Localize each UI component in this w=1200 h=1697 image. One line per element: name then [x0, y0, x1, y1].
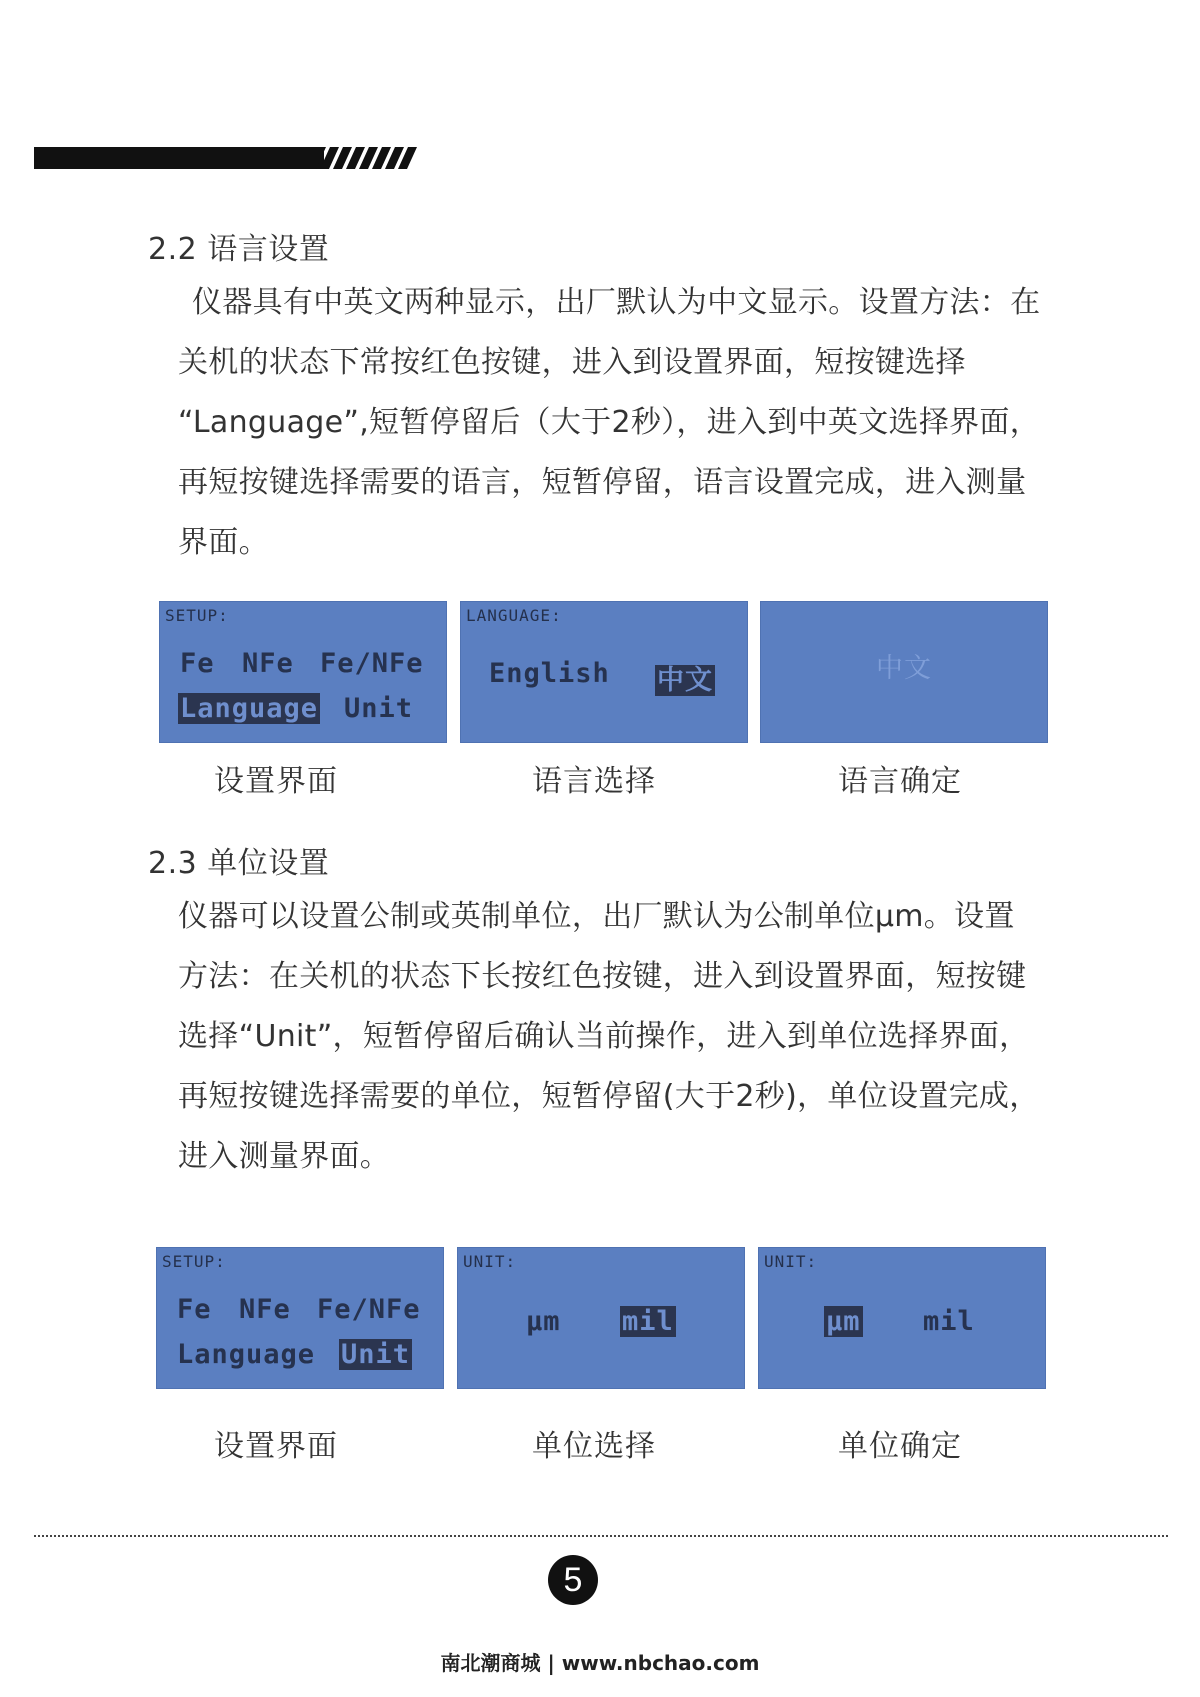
lcd-unit-confirm-screen	[758, 1247, 1046, 1389]
caption-unit-confirm: 单位确定	[838, 1429, 962, 1464]
lcd-language-confirm-screen	[760, 601, 1048, 743]
lcd-option-chinese-selected: 中文	[657, 665, 713, 696]
paragraph-line: 关机的状态下常按红色按键，进入到设置界面，短按键选择	[178, 345, 966, 380]
lcd-option-unit-selected: Unit	[341, 1339, 411, 1370]
section-body-unit	[178, 887, 1040, 1187]
lcd-option-fe: Fe	[177, 1294, 212, 1325]
paragraph-line: 仪器具有中英文两种显示，出厂默认为中文显示。设置方法：在	[192, 285, 1041, 320]
section-body-language	[178, 273, 1040, 573]
lcd-option-unit: Unit	[344, 693, 414, 724]
lcd-header: UNIT:	[764, 1252, 818, 1271]
lcd-option-language: Language	[177, 1339, 316, 1370]
footer-site: 南北潮商城 | www.nbchao.com	[440, 1651, 760, 1675]
lcd-unit-select-screen	[457, 1247, 745, 1389]
paragraph-line: 再短按键选择需要的语言，短暂停留，语言设置完成，进入测量	[178, 465, 1027, 500]
lcd-option-language-selected: Language	[180, 693, 319, 724]
page-number: 5	[548, 1555, 598, 1605]
lcd-option-mil-selected: mil	[622, 1306, 674, 1337]
header-stripes	[312, 147, 452, 169]
paragraph-line: 界面。	[178, 525, 269, 560]
paragraph-line: 仪器可以设置公制或英制单位，出厂默认为公制单位μm。设置	[178, 899, 1015, 934]
paragraph-line: “Language”,短暂停留后（大于2秒），进入到中英文选择界面，	[178, 405, 1041, 440]
section-title-language: 2.2 语言设置	[148, 232, 330, 267]
caption-unit-select: 单位选择	[532, 1429, 656, 1464]
lcd-option-english: English	[489, 658, 610, 689]
caption-language-confirm: 语言确定	[838, 764, 962, 799]
lcd-language-select-screen	[460, 601, 748, 743]
paragraph-line: 进入测量界面。	[178, 1139, 391, 1174]
caption-setup-screen: 设置界面	[214, 764, 338, 799]
caption-setup-screen: 设置界面	[214, 1429, 338, 1464]
footer-divider	[34, 1535, 1168, 1537]
header-bar	[34, 147, 324, 169]
lcd-option-fe: Fe	[180, 648, 215, 679]
caption-language-select: 语言选择	[532, 764, 656, 799]
lcd-option-fe-nfe: Fe/NFe	[317, 1294, 421, 1325]
paragraph-line: 方法：在关机的状态下长按红色按键，进入到设置界面，短按键	[178, 959, 1027, 994]
paragraph-line: 选择“Unit”，短暂停留后确认当前操作，进入到单位选择界面，	[178, 1019, 1030, 1054]
lcd-option-mil: mil	[923, 1306, 975, 1337]
lcd-option-um-selected: μm	[826, 1306, 861, 1337]
lcd-confirmed-chinese: 中文	[876, 653, 932, 684]
lcd-header: SETUP:	[165, 606, 229, 625]
lcd-header: LANGUAGE:	[466, 606, 562, 625]
paragraph-line: 再短按键选择需要的单位，短暂停留(大于2秒)，单位设置完成，	[178, 1079, 1040, 1114]
lcd-setup-screen-unit	[156, 1247, 444, 1389]
lcd-header: UNIT:	[463, 1252, 517, 1271]
lcd-option-um: μm	[526, 1306, 561, 1337]
lcd-option-nfe: NFe	[239, 1294, 291, 1325]
lcd-setup-screen-language	[159, 601, 447, 743]
lcd-option-fe-nfe: Fe/NFe	[320, 648, 424, 679]
lcd-header: SETUP:	[162, 1252, 226, 1271]
section-title-unit: 2.3 单位设置	[148, 846, 330, 881]
lcd-option-nfe: NFe	[242, 648, 294, 679]
